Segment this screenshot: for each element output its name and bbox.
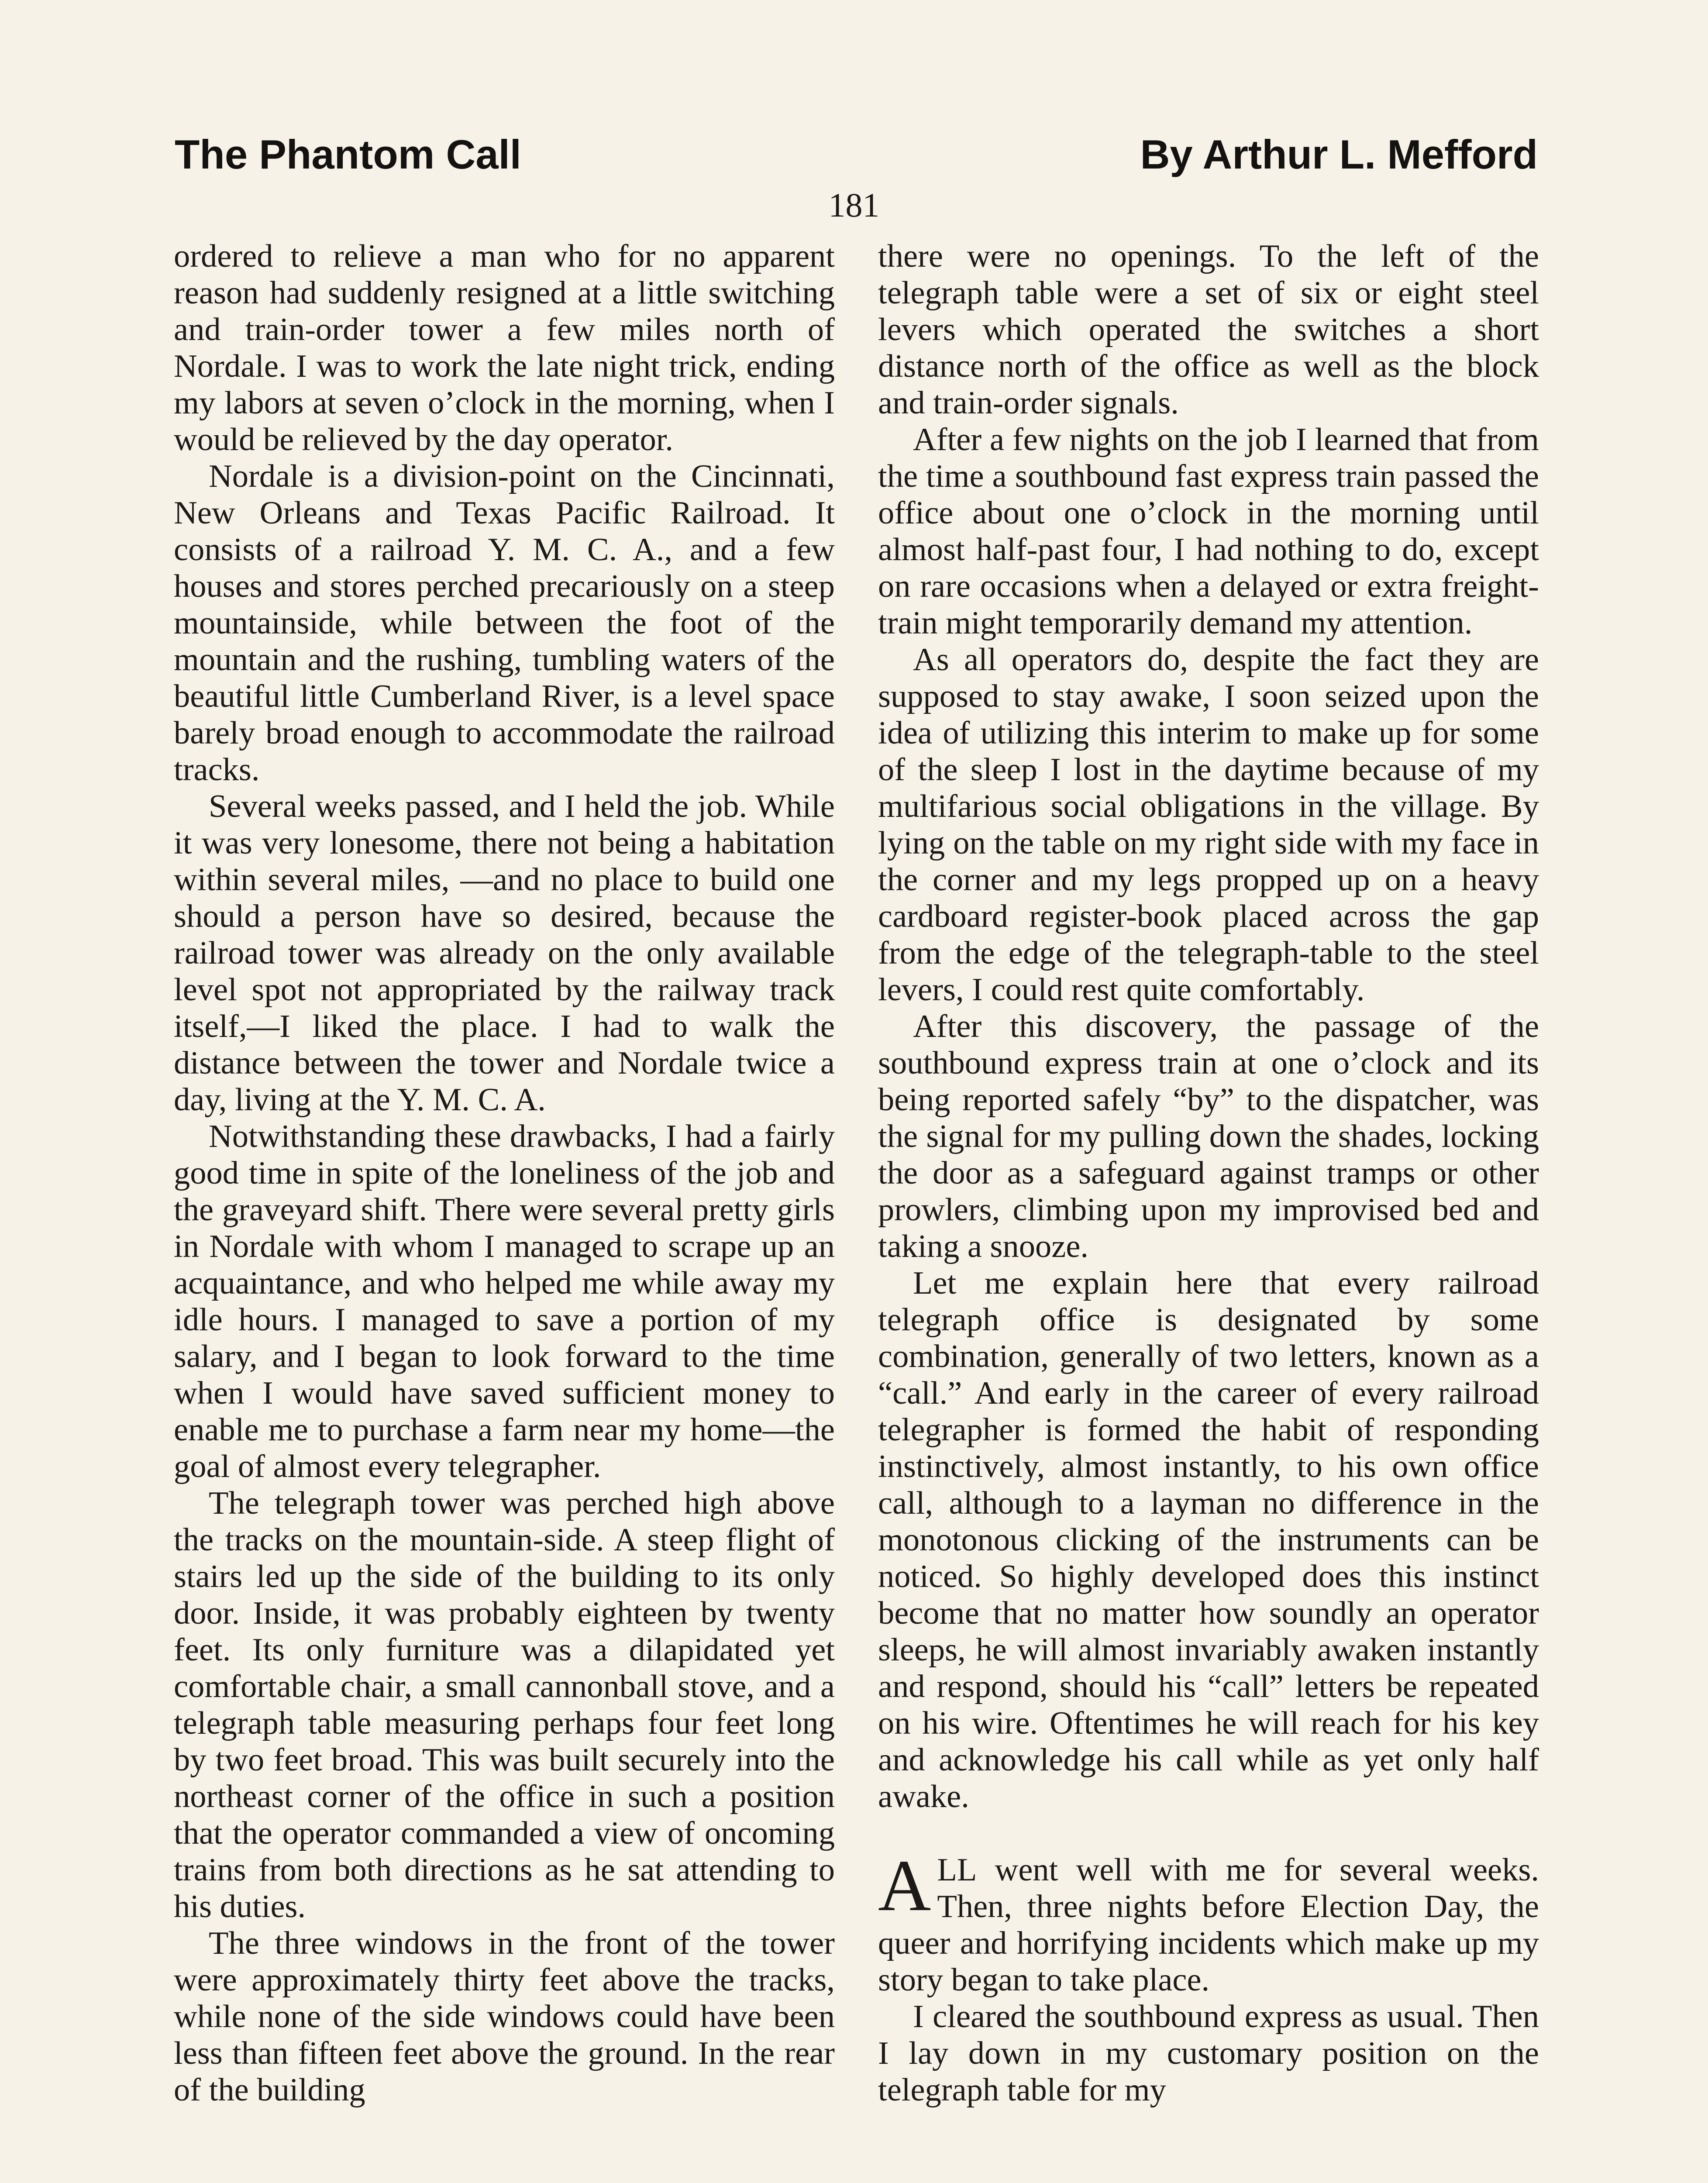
paragraph: The telegraph tower was perched high above the tracks on the mountain-side. A steep flight of stairs led up the side of the building to its only door. Inside, it was probably eighteen by twenty feet. Its only furniture was a dilapidated yet comfortable chair, a small cannonball stove, and a telegraph table measuring perhaps four feet long by two feet broad. This was built securely into the northeast corner of the office in such a position that the operator commanded a view of oncoming trains from both directions as he sat attending to his duties. [174,1485,835,1925]
story-title: The Phantom Call [175,131,521,177]
left-column [174,238,835,2108]
paragraph-text: went well with me for several weeks. Then, three nights before Election Day, the queer and horrifying incidents which make up my story began to take place. [878,1852,1539,1998]
drop-cap: A [878,1845,931,1926]
paragraph: The three windows in the front of the tower were approximately thirty feet above the tracks, while none of the side windows could have been less than fifteen feet above the ground. In the rear of the building [174,1925,835,2108]
paragraph: Nordale is a division-point on the Cincinnati, New Orleans and Texas Pacific Railroad. It consists of a railroad Y. M. C. A., and a few houses and stores perched precariously on a steep mountainside, while between the foot of the mountain and the rushing, tumbling waters of the beautiful little Cumberland River, is a level space barely broad enough to accommodate the railroad tracks. [174,458,835,788]
paragraph: After a few nights on the job I learned that from the time a southbound fast express train passed the office about one o’clock in the morning until almost half-past four, I had nothing to do, except on rare occasions when a delayed or extra freight-train might temporarily demand my attention. [878,422,1539,641]
paragraph: As all operators do, despite the fact they are supposed to stay awake, I soon seized upon the idea of utilizing this interim to make up for some of the sleep I lost in the daytime because of my multifarious social obligations in the village. By lying on the table on my right side with my face in the corner and my legs propped up on a heavy cardboard register-book placed across the gap from the edge of the telegraph-table to the steel levers, I could rest quite comfortably. [878,642,1539,1008]
paragraph: ordered to relieve a man who for no apparent reason had suddenly resigned at a little switching and train-order tower a few miles north of Nordale. I was to work the late night trick, ending my labors at seven o’clock in the morning, when I would be relieved by the day operator. [174,238,835,458]
small-caps-lead: LL [937,1852,977,1888]
paragraph: Notwithstanding these drawbacks, I had a fairly good time in spite of the loneliness of the job and the graveyard shift. There were several pretty girls in Nordale with whom I managed to scrape up an acquaintance, and who helped me while away my idle hours. I managed to save a portion of my salary, and I began to look forward to the time when I would have saved sufficient money to enable me to purchase a farm near my home—the goal of almost every telegrapher. [174,1119,835,1484]
page-number: 181 [828,186,880,224]
paragraph: After this discovery, the passage of the southbound express train at one o’clock and its being reported safely “by” to the dispatcher, was the signal for my pulling down the shades, locking the door as a safeguard against tramps or other prowlers, climbing upon my improvised bed and taking a snooze. [878,1009,1539,1264]
paragraph: Let me explain here that every railroad telegraph office is designated by some combination, generally of two letters, known as a “call.” And early in the career of every railroad telegrapher is formed the habit of responding instinctively, almost instantly, to his own office call, although to a layman no difference in the monotonous clicking of the instruments can be noticed. So highly developed does this instinct become that no matter how soundly an operator sleeps, he will almost invariably awaken instantly and respond, should his “call” letters be repeated on his wire. Oftentimes he will reach for his key and acknowledge his call while as yet only half awake. [878,1265,1539,1815]
paragraph: there were no openings. To the left of the telegraph table were a set of six or eight steel levers which operated the switches a short distance north of the office as well as the block and train-order signals. [878,238,1539,421]
paragraph: I cleared the southbound express as usual. Then I lay down in my customary position on the telegraph table for my [878,1999,1539,2108]
right-column [878,238,1539,2108]
story-author: By Arthur L. Mefford [1140,131,1538,177]
section-opening-paragraph [878,1845,1539,1998]
paragraph: Several weeks passed, and I held the job. While it was very lonesome, there not being a habitation within several miles, —and no place to build one should a person have so desired, because the railroad tower was already on the only available level spot not appropriated by the railway track itself,—I liked the place. I had to walk the distance between the tower and Nordale twice a day, living at the Y. M. C. A. [174,788,835,1118]
